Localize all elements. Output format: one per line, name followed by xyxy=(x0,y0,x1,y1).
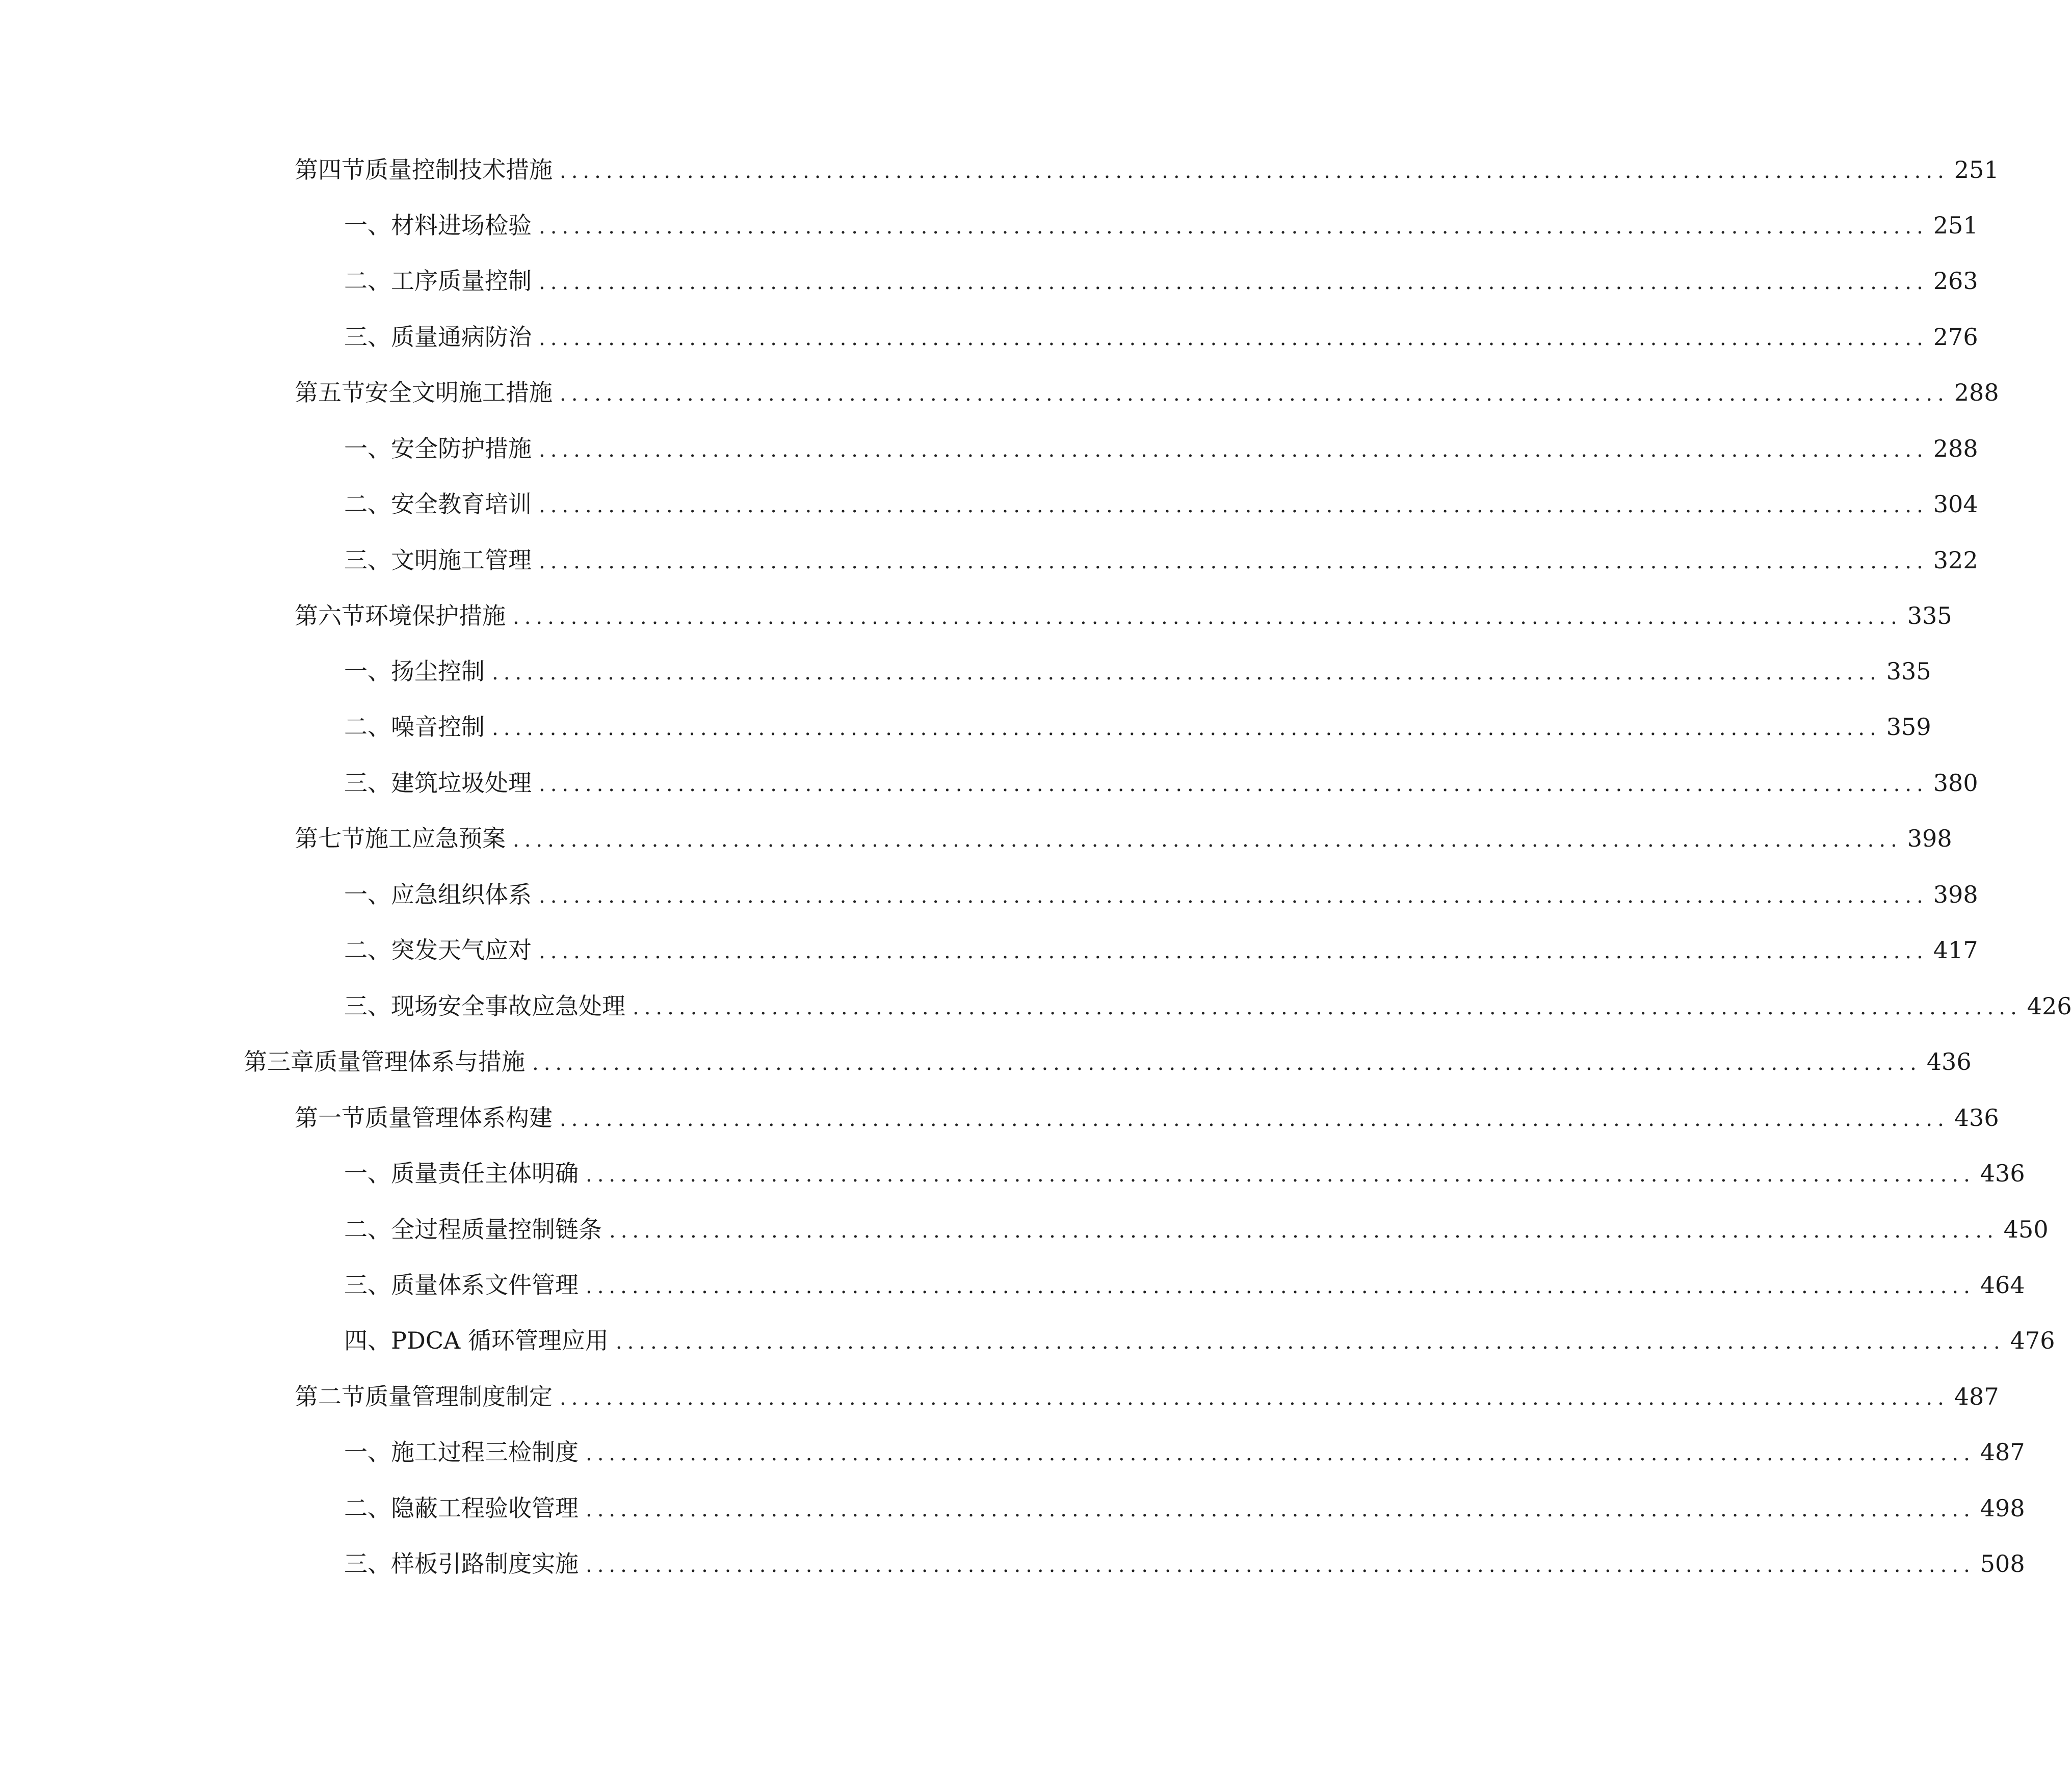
dot-leader: ........................................................................................................................ xyxy=(539,884,1928,908)
toc-entry-page: 288 xyxy=(1933,435,1978,462)
toc-entry-title: 样板引路制度实施 xyxy=(391,1550,579,1577)
toc-entry-label: 一、 xyxy=(344,212,391,239)
toc-entry-title: 质量控制技术措施 xyxy=(365,156,553,183)
toc-entry-label: 第一节 xyxy=(295,1104,365,1132)
toc-entry[interactable] xyxy=(295,149,1999,190)
toc-entry-label: 一、 xyxy=(344,881,391,908)
toc-entry-title: 隐蔽工程验收管理 xyxy=(391,1494,579,1522)
toc-entry-page: 436 xyxy=(1926,1048,1972,1075)
toc-entry-page: 398 xyxy=(1933,881,1978,908)
toc-entry-page: 322 xyxy=(1933,546,1978,574)
toc-entry-label: 三、 xyxy=(344,1271,391,1299)
toc-entry-label: 二、 xyxy=(344,1216,391,1243)
dot-leader: ........................................................................................................................ xyxy=(539,327,1928,350)
toc-entry-chapter[interactable] xyxy=(244,1041,1972,1082)
toc-entry[interactable] xyxy=(344,260,1978,301)
toc-entry-page: 380 xyxy=(1933,769,1978,797)
toc-entry[interactable] xyxy=(295,595,1952,636)
toc-entry-label: 二、 xyxy=(344,713,391,741)
toc-entry-page: 426 xyxy=(2027,992,2072,1020)
toc-entry-title: 全过程质量控制链条 xyxy=(391,1216,602,1243)
toc-entry-title: 质量管理制度制定 xyxy=(365,1383,553,1410)
toc-entry-label: 二、 xyxy=(344,1494,391,1522)
toc-entry-page: 498 xyxy=(1980,1494,2025,1522)
dot-leader: ........................................................................................................................ xyxy=(633,996,2022,1019)
toc-entry-label: 二、 xyxy=(344,267,391,295)
toc-entry-page: 487 xyxy=(1980,1438,2025,1466)
toc-entry-label: 第四节 xyxy=(295,156,365,183)
toc-entry-title: 安全文明施工措施 xyxy=(365,379,553,406)
toc-entry-title: 建筑垃圾处理 xyxy=(391,769,532,797)
dot-leader: ........................................................................................................................ xyxy=(586,1554,1975,1577)
dot-leader: ........................................................................................................................ xyxy=(586,1275,1975,1298)
dot-leader: ........................................................................................................................ xyxy=(586,1498,1975,1521)
toc-entry-page: 476 xyxy=(2010,1327,2055,1354)
toc-entry-title: 质量管理体系与措施 xyxy=(314,1048,525,1075)
toc-entry-title: 安全防护措施 xyxy=(391,435,532,462)
toc-entry-label: 一、 xyxy=(344,1438,391,1466)
toc-entry[interactable] xyxy=(344,986,2072,1027)
toc-entry[interactable] xyxy=(344,540,1978,581)
toc-entry-label: 第二节 xyxy=(295,1383,365,1410)
toc-entry[interactable] xyxy=(344,484,1978,524)
toc-entry-label: 三、 xyxy=(344,992,391,1020)
toc-entry-page: 251 xyxy=(1954,156,1999,183)
toc-entry-page: 436 xyxy=(1980,1160,2025,1187)
toc-entry[interactable] xyxy=(295,1097,1999,1138)
toc-entry-title: 安全教育培训 xyxy=(391,490,532,518)
toc-entry[interactable] xyxy=(344,205,1978,246)
toc-entry-title: 施工应急预案 xyxy=(365,825,506,852)
toc-entry[interactable] xyxy=(344,762,1978,803)
dot-leader: ........................................................................................................................ xyxy=(615,1330,2005,1354)
toc-entry-label: 第三章 xyxy=(244,1048,314,1075)
dot-leader: ........................................................................................................................ xyxy=(513,606,1902,629)
toc-entry-title: 突发天气应对 xyxy=(391,936,532,964)
toc-entry-label: 一、 xyxy=(344,1160,391,1187)
toc-entry[interactable] xyxy=(344,317,1978,357)
toc-entry-label: 三、 xyxy=(344,769,391,797)
toc-entry-page: 335 xyxy=(1886,658,1931,685)
toc-entry-page: 288 xyxy=(1954,379,1999,406)
dot-leader: ........................................................................................................................ xyxy=(560,160,1949,183)
toc-entry-title: 质量责任主体明确 xyxy=(391,1160,579,1187)
toc-entry-label: 第六节 xyxy=(295,602,365,629)
dot-leader: ........................................................................................................................ xyxy=(539,494,1928,517)
toc-entry-title: 现场安全事故应急处理 xyxy=(391,992,625,1020)
toc-entry[interactable] xyxy=(344,1153,2025,1194)
toc-entry-title: 质量管理体系构建 xyxy=(365,1104,553,1132)
toc-entry[interactable] xyxy=(344,1320,2055,1361)
toc-entry-page: 359 xyxy=(1886,713,1931,741)
toc-entry-page: 276 xyxy=(1933,323,1978,351)
toc-entry-title: 文明施工管理 xyxy=(391,546,532,574)
toc-entry-label: 三、 xyxy=(344,546,391,574)
dot-leader: ........................................................................................................................ xyxy=(560,1108,1949,1131)
toc-entry-label: 二、 xyxy=(344,936,391,964)
toc-entry[interactable] xyxy=(344,706,1931,747)
toc-entry-page: 251 xyxy=(1933,212,1978,239)
toc-entry[interactable] xyxy=(344,1265,2025,1305)
toc-entry-page: 304 xyxy=(1933,490,1978,518)
toc-entry-page: 417 xyxy=(1933,936,1978,964)
dot-leader: ........................................................................................................................ xyxy=(586,1163,1975,1187)
dot-leader: ........................................................................................................................ xyxy=(560,382,1949,406)
toc-entry-title: 环境保护措施 xyxy=(365,602,506,629)
toc-entry-page: 398 xyxy=(1907,825,1952,852)
toc-entry[interactable] xyxy=(344,1432,2025,1473)
toc-entry-title: PDCA 循环管理应用 xyxy=(391,1327,609,1354)
toc-entry-page: 487 xyxy=(1954,1383,1999,1410)
toc-entry-title: 施工过程三检制度 xyxy=(391,1438,579,1466)
toc-entry-title: 扬尘控制 xyxy=(391,658,485,685)
toc-entry-title: 工序质量控制 xyxy=(391,267,532,295)
toc-entry-label: 第五节 xyxy=(295,379,365,406)
dot-leader: ........................................................................................................................ xyxy=(539,215,1928,239)
toc-entry[interactable] xyxy=(344,1488,2025,1529)
dot-leader: ........................................................................................................................ xyxy=(492,661,1881,685)
toc-entry-title: 质量体系文件管理 xyxy=(391,1271,579,1299)
dot-leader: ........................................................................................................................ xyxy=(539,940,1928,963)
dot-leader: ........................................................................................................................ xyxy=(513,828,1902,852)
toc-entry[interactable] xyxy=(295,1376,1999,1417)
toc-entry-title: 噪音控制 xyxy=(391,713,485,741)
toc-entry-label: 第七节 xyxy=(295,825,365,852)
dot-leader: ........................................................................................................................ xyxy=(539,438,1928,462)
toc-entry[interactable] xyxy=(295,372,1999,413)
toc-entry[interactable] xyxy=(344,428,1978,469)
toc-entry[interactable] xyxy=(295,818,1952,859)
toc-entry-label: 四、 xyxy=(344,1327,391,1354)
toc-entry[interactable] xyxy=(344,1209,2049,1250)
toc-entry-label: 一、 xyxy=(344,435,391,462)
toc-entry-page: 508 xyxy=(1980,1550,2025,1577)
toc-entry[interactable] xyxy=(344,874,1978,915)
toc-entry-label: 三、 xyxy=(344,323,391,351)
toc-entry-label: 二、 xyxy=(344,490,391,518)
toc-entry-page: 436 xyxy=(1954,1104,1999,1132)
toc-entry-page: 335 xyxy=(1907,602,1952,629)
toc-entry-page: 263 xyxy=(1933,267,1978,295)
toc-entry-label: 三、 xyxy=(344,1550,391,1577)
toc-entry-title: 材料进场检验 xyxy=(391,212,532,239)
toc-entry-title: 应急组织体系 xyxy=(391,881,532,908)
dot-leader: ........................................................................................................................ xyxy=(586,1442,1975,1465)
toc-entry-page: 464 xyxy=(1980,1271,2025,1299)
toc-entry-page: 450 xyxy=(2003,1216,2049,1243)
toc-entry-label: 一、 xyxy=(344,658,391,685)
dot-leader: ........................................................................................................................ xyxy=(609,1219,1999,1243)
dot-leader: ........................................................................................................................ xyxy=(532,1051,1922,1075)
toc-entry-title: 质量通病防治 xyxy=(391,323,532,351)
dot-leader: ........................................................................................................................ xyxy=(492,717,1881,740)
dot-leader: ........................................................................................................................ xyxy=(560,1386,1949,1410)
dot-leader: ........................................................................................................................ xyxy=(539,550,1928,573)
toc-entry[interactable] xyxy=(344,651,1931,692)
toc-entry[interactable] xyxy=(344,930,1978,970)
dot-leader: ........................................................................................................................ xyxy=(539,271,1928,294)
toc-entry[interactable] xyxy=(344,1543,2025,1584)
dot-leader: ........................................................................................................................ xyxy=(539,773,1928,796)
